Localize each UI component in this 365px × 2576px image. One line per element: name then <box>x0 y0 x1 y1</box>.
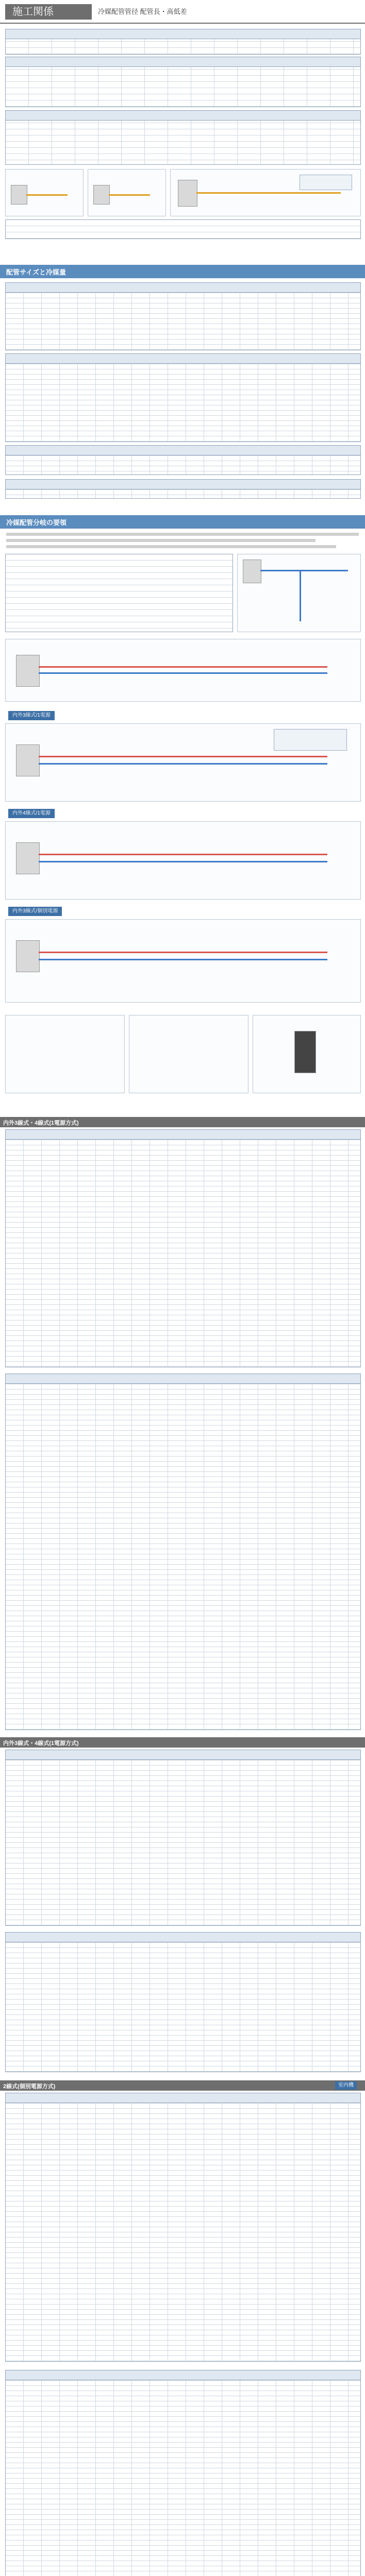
refrigerant-table-2 <box>5 353 361 442</box>
section-band-d <box>0 1117 365 1127</box>
section-sizing-title: 配管サイズと冷媒量 <box>6 268 66 276</box>
subsection-d: 内外3線式・4線式(1電源方式) <box>3 1120 79 1126</box>
text-line <box>6 545 336 548</box>
section-joint-title: 冷媒配管分岐の要領 <box>6 519 67 527</box>
pipe-size-table-2 <box>5 57 361 107</box>
page-title: 施工関係 <box>5 4 92 20</box>
remote-diagram-1 <box>5 1015 125 1093</box>
piping-diagram-3 <box>170 169 361 216</box>
piping-diagram-2 <box>88 169 166 216</box>
text-line <box>6 539 316 542</box>
subsection-f: 2線式(個別電源方式) <box>3 2083 56 2090</box>
badge-f: 室内機 <box>335 2081 357 2090</box>
wiring-table-d2 <box>5 1374 361 1730</box>
wiring-diagram-a <box>5 723 361 802</box>
piping-diagram-1 <box>5 169 84 216</box>
notes-table <box>5 219 361 239</box>
pipe-size-table-1 <box>5 29 361 55</box>
section-band-f <box>0 2080 365 2091</box>
refrigerant-table-1 <box>5 282 361 350</box>
wiring-table-f2 <box>5 2370 361 2576</box>
subsection-e: 内外3線式・4線式(1電源方式) <box>3 1740 79 1747</box>
refrigerant-table-4 <box>5 479 361 499</box>
wiring-diagram-overview <box>5 639 361 702</box>
remote-diagram-2 <box>129 1015 248 1093</box>
subsection-b: 内外4線式/1電源 <box>8 809 55 818</box>
refrigerant-table-3 <box>5 445 361 475</box>
pipe-size-table-3 <box>5 110 361 165</box>
subsection-a: 内外3線式/1電源 <box>8 711 55 720</box>
page-header <box>0 0 365 25</box>
wiring-table-e <box>5 1750 361 1926</box>
page-subtitle: 冷媒配管管径 配管長・高低差 <box>98 8 187 15</box>
section-joint-header <box>0 515 365 529</box>
remote-diagram-3 <box>253 1015 361 1093</box>
text-line <box>6 533 359 536</box>
wiring-table-f <box>5 2093 361 2362</box>
section-band-e <box>0 1737 365 1748</box>
wiring-diagram-b <box>5 821 361 900</box>
wiring-diagram-c <box>5 919 361 1003</box>
section-sizing-header <box>0 265 365 278</box>
header-rule <box>0 23 365 24</box>
wiring-table-e2 <box>5 1932 361 2072</box>
subsection-c: 内外3線式/個別電源 <box>8 907 62 916</box>
joint-list <box>5 554 233 632</box>
branch-diagram <box>237 554 361 632</box>
wiring-table-d <box>5 1129 361 1367</box>
